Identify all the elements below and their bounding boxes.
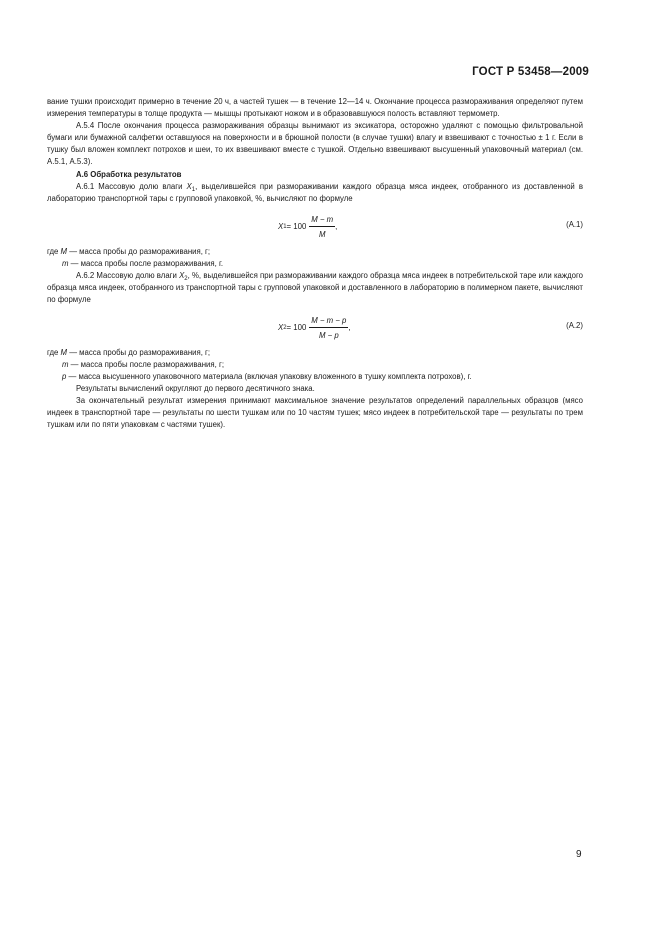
denominator: M − p bbox=[318, 331, 339, 340]
formula-a1: X 1 = 100 $\frac{M - m}{M}$ , (А.1) bbox=[278, 215, 583, 239]
numerator: M − m bbox=[309, 214, 335, 227]
symbol: p bbox=[62, 372, 67, 381]
symbol: m bbox=[62, 259, 69, 268]
formula-lhs: X bbox=[278, 323, 284, 332]
formula-coefficient: = 100 bbox=[286, 222, 307, 231]
text: А.6.1 Массовую долю влаги bbox=[76, 182, 187, 191]
text: — масса высушенного упаковочного материала (включая упаковку вложенного в тушку комплекта потрохов), г. bbox=[66, 372, 472, 381]
text: , %, выделившейся при размораживании каждого образца мяса индеек в потребительской таре или каждого образца мяса индеек, отобранного из транспортной тары с групповой упаковкой и доставленного в лабораторию в полимерном пакете, вычисляют по формуле bbox=[47, 271, 583, 304]
text: — масса пробы до размораживания, г; bbox=[67, 348, 211, 357]
paragraph-a-6-1 bbox=[47, 181, 583, 205]
formula-lhs: X bbox=[278, 222, 284, 231]
equation-number: (А.2) bbox=[566, 321, 583, 330]
legend-item bbox=[47, 359, 583, 371]
paragraph-rounding: Результаты вычислений округляют до первого десятичного знака. bbox=[76, 384, 315, 393]
document-number: ГОСТ Р 53458—2009 bbox=[472, 66, 589, 78]
text: , выделившейся при размораживании каждого образца мяса индеек, отобранного из доставленной в лабораторию транспортной тары с групповой упаковкой, %, вычисляют по формуле bbox=[47, 182, 583, 203]
punctuation: , bbox=[348, 323, 351, 332]
text: — масса пробы до размораживания, г; bbox=[67, 247, 211, 256]
paragraph: вание тушки происходит примерно в течение 20 ч, а частей тушек — в течение 12—14 ч. Окончание процесса размораживания определяют путем измерения температуры в толще продукта — мышцы протыкают ножом и в образовавшуюся полость вставляют термометр. bbox=[47, 97, 583, 118]
symbol: X bbox=[179, 271, 185, 280]
symbol: M bbox=[60, 348, 68, 357]
paragraph-final-result: За окончательный результат измерения принимают максимальное значение результатов определений параллельных образцов (мясо индеек в транспортной таре — результаты по шести тушкам или по 10 частям тушек; мясо индеек в потребительской таре — результаты по трем тушкам или по пяти упаковкам с частями тушек). bbox=[47, 396, 583, 429]
denominator: M bbox=[318, 230, 326, 239]
legend-item bbox=[47, 347, 583, 359]
text: А.6.2 Массовую долю влаги bbox=[76, 271, 180, 280]
legend-item bbox=[47, 246, 583, 258]
subscript: 2 bbox=[184, 276, 188, 282]
text: — масса пробы после размораживания, г; bbox=[68, 360, 224, 369]
formula-coefficient: = 100 bbox=[286, 323, 307, 332]
numerator: M − m − p bbox=[309, 315, 348, 328]
fraction bbox=[309, 315, 351, 341]
formula-a2: X 2 = 100 $\frac{M - m - p}{M - p}$ , (А.2) bbox=[278, 316, 583, 340]
equation-number: (А.1) bbox=[566, 220, 583, 229]
paragraph-a-5-4: А.5.4 После окончания процесса размораживания образцы вынимают из эксикатора, осторожно удаляют с помощью фильтровальной бумаги или бумажной салфетки оставшуюся на поверхности и в брюшной полости (в случае тушки) влагу и взвешивают с точностью ± 1 г. Если в тушку был вложен комплект потрохов и шеи, то их взвешивают вместе с тушкой. Отдельно взвешивают высушенный упаковочный материал (см. А.5.1, А.5.3). bbox=[47, 121, 583, 166]
text: где bbox=[47, 348, 61, 357]
legend-item bbox=[47, 258, 583, 270]
symbol: X bbox=[186, 182, 192, 191]
section-heading: А.6 Обработка результатов bbox=[76, 170, 182, 179]
text: где bbox=[47, 247, 61, 256]
paragraph-a-6-2 bbox=[47, 270, 583, 306]
fraction bbox=[309, 214, 338, 240]
legend-item bbox=[47, 371, 583, 383]
punctuation: , bbox=[335, 222, 338, 231]
page-number: 9 bbox=[576, 849, 582, 860]
subscript: 1 bbox=[191, 187, 196, 193]
document-body bbox=[47, 96, 583, 431]
symbol: M bbox=[60, 247, 68, 256]
symbol: m bbox=[62, 360, 69, 369]
text: — масса пробы после размораживания, г. bbox=[68, 259, 224, 268]
